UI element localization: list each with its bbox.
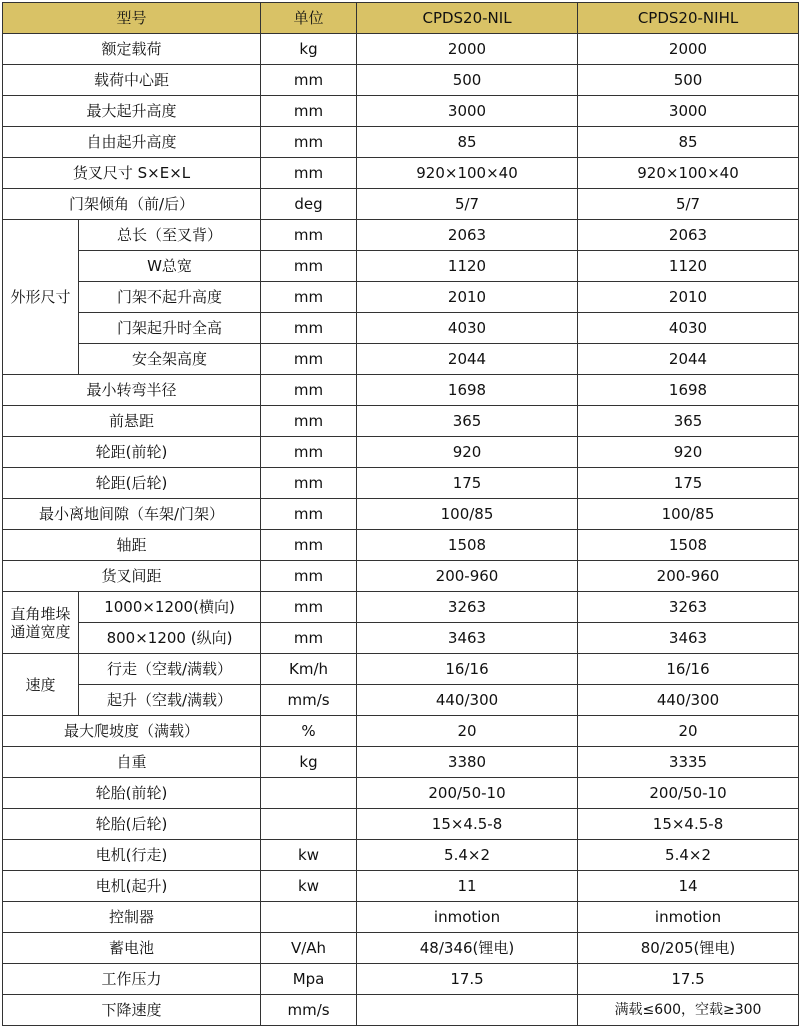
row-value-nil: 3380: [357, 747, 578, 778]
row-label: 轮距(前轮): [3, 437, 261, 468]
row-label: 总长（至叉背）: [79, 220, 261, 251]
row-value-nihl: 3263: [578, 592, 799, 623]
row-unit: mm: [261, 220, 357, 251]
header-row: [3, 3, 799, 34]
table-row: [3, 809, 799, 840]
row-unit: mm: [261, 406, 357, 437]
row-value-nil: 200/50-10: [357, 778, 578, 809]
row-value-nil: 17.5: [357, 964, 578, 995]
header-model-nil: CPDS20-NIL: [357, 3, 578, 34]
header-model-nihl: CPDS20-NIHL: [578, 3, 799, 34]
table-row: [3, 840, 799, 871]
row-label: 行走（空载/满载）: [79, 654, 261, 685]
table-row: [3, 933, 799, 964]
row-value-nil: 16/16: [357, 654, 578, 685]
row-unit: kg: [261, 747, 357, 778]
group-label-aisle: [3, 592, 79, 654]
row-unit: mm: [261, 375, 357, 406]
group-label-aisle-line2: 通道宽度: [10, 622, 71, 641]
row-value-nil: 15×4.5-8: [357, 809, 578, 840]
row-unit: mm: [261, 561, 357, 592]
row-unit: [261, 902, 357, 933]
row-label: 800×1200 (纵向): [79, 623, 261, 654]
row-unit: mm: [261, 251, 357, 282]
row-value-nil: 365: [357, 406, 578, 437]
row-value-nil: 2063: [357, 220, 578, 251]
row-unit: V/Ah: [261, 933, 357, 964]
row-value-nihl: 1120: [578, 251, 799, 282]
row-unit: mm: [261, 468, 357, 499]
table-row: [3, 623, 799, 654]
row-value-nihl: 5.4×2: [578, 840, 799, 871]
table-row: [3, 406, 799, 437]
table-row: [3, 716, 799, 747]
table-row: [3, 468, 799, 499]
row-unit: [261, 778, 357, 809]
row-label: 货叉尺寸 S×E×L: [3, 158, 261, 189]
row-value-nihl: 14: [578, 871, 799, 902]
row-unit: mm: [261, 592, 357, 623]
table-row: [3, 747, 799, 778]
row-value-nil: 2010: [357, 282, 578, 313]
row-value-nihl: 500: [578, 65, 799, 96]
table-row: [3, 685, 799, 716]
row-label: 轮距(后轮): [3, 468, 261, 499]
row-value-nil: 85: [357, 127, 578, 158]
row-label: 蓄电池: [3, 933, 261, 964]
row-unit: mm: [261, 127, 357, 158]
row-unit: mm/s: [261, 685, 357, 716]
row-label: 控制器: [3, 902, 261, 933]
row-label: 货叉间距: [3, 561, 261, 592]
row-value-nihl: 365: [578, 406, 799, 437]
row-value-nil: 175: [357, 468, 578, 499]
row-label: 最小离地间隙（车架/门架）: [3, 499, 261, 530]
row-label: 前悬距: [3, 406, 261, 437]
row-value-nil: 48/346(锂电): [357, 933, 578, 964]
table-row: [3, 344, 799, 375]
row-unit: mm: [261, 530, 357, 561]
row-value-nil: 920×100×40: [357, 158, 578, 189]
row-value-nil: 4030: [357, 313, 578, 344]
row-value-nihl: 175: [578, 468, 799, 499]
table-row: [3, 902, 799, 933]
table-row: [3, 499, 799, 530]
table-row: [3, 778, 799, 809]
row-value-nil: 500: [357, 65, 578, 96]
row-value-nil: 1120: [357, 251, 578, 282]
row-unit: mm: [261, 65, 357, 96]
row-unit: mm: [261, 282, 357, 313]
row-value-nihl: 200-960: [578, 561, 799, 592]
row-value-nihl: 85: [578, 127, 799, 158]
group-label-dimensions: 外形尺寸: [3, 220, 79, 375]
row-unit: %: [261, 716, 357, 747]
row-label: W总宽: [79, 251, 261, 282]
row-label: 1000×1200(横向): [79, 592, 261, 623]
table-row: [3, 437, 799, 468]
row-value-nihl: 5/7: [578, 189, 799, 220]
row-unit: [261, 809, 357, 840]
table-row: [3, 561, 799, 592]
row-value-nihl: 4030: [578, 313, 799, 344]
group-label-aisle-line1: 直角堆垛: [10, 604, 71, 623]
row-value-nil: 3000: [357, 96, 578, 127]
row-label: 轮胎(后轮): [3, 809, 261, 840]
row-value-nil: 200-960: [357, 561, 578, 592]
row-label: 轮胎(前轮): [3, 778, 261, 809]
row-unit: mm: [261, 96, 357, 127]
row-value-nil: [357, 995, 578, 1026]
row-unit: mm: [261, 437, 357, 468]
row-value-nihl: 2044: [578, 344, 799, 375]
table-row: [3, 654, 799, 685]
spec-table: [2, 2, 799, 1026]
row-label: 下降速度: [3, 995, 261, 1026]
row-value-nil: 3263: [357, 592, 578, 623]
row-value-nihl: 2000: [578, 34, 799, 65]
row-value-nihl: 20: [578, 716, 799, 747]
row-value-nihl: 2010: [578, 282, 799, 313]
row-value-nihl: 440/300: [578, 685, 799, 716]
table-row: [3, 127, 799, 158]
row-label: 轴距: [3, 530, 261, 561]
row-value-nihl: 1698: [578, 375, 799, 406]
table-row: [3, 592, 799, 623]
row-value-nihl: 3000: [578, 96, 799, 127]
group-label-speed: 速度: [3, 654, 79, 716]
row-label: 电机(行走): [3, 840, 261, 871]
row-value-nihl: 100/85: [578, 499, 799, 530]
table-row: [3, 871, 799, 902]
table-row: [3, 313, 799, 344]
row-value-nil: 5.4×2: [357, 840, 578, 871]
row-label: 门架起升时全高: [79, 313, 261, 344]
table-row: [3, 282, 799, 313]
row-label: 工作压力: [3, 964, 261, 995]
table-row: [3, 964, 799, 995]
row-label: 最小转弯半径: [3, 375, 261, 406]
row-label: 载荷中心距: [3, 65, 261, 96]
table-row: [3, 375, 799, 406]
row-unit: mm: [261, 623, 357, 654]
row-value-nil: 440/300: [357, 685, 578, 716]
row-value-nil: 2000: [357, 34, 578, 65]
row-value-nil: 2044: [357, 344, 578, 375]
table-row: [3, 530, 799, 561]
row-unit: mm: [261, 313, 357, 344]
row-value-nil: 1508: [357, 530, 578, 561]
row-label: 起升（空载/满载）: [79, 685, 261, 716]
table-row: [3, 65, 799, 96]
row-value-nihl: 满载≤600，空载≥300: [578, 995, 799, 1026]
row-value-nil: inmotion: [357, 902, 578, 933]
row-unit: deg: [261, 189, 357, 220]
table-row: [3, 34, 799, 65]
row-label: 最大起升高度: [3, 96, 261, 127]
row-value-nil: 3463: [357, 623, 578, 654]
row-value-nil: 1698: [357, 375, 578, 406]
table-row: [3, 220, 799, 251]
row-unit: mm/s: [261, 995, 357, 1026]
row-unit: kw: [261, 871, 357, 902]
table-row: [3, 158, 799, 189]
table-row: [3, 995, 799, 1026]
row-value-nihl: 15×4.5-8: [578, 809, 799, 840]
row-value-nihl: 3463: [578, 623, 799, 654]
row-value-nihl: 3335: [578, 747, 799, 778]
row-unit: mm: [261, 499, 357, 530]
row-label: 电机(起升): [3, 871, 261, 902]
row-value-nihl: 2063: [578, 220, 799, 251]
row-value-nihl: inmotion: [578, 902, 799, 933]
table-row: [3, 96, 799, 127]
row-label: 安全架高度: [79, 344, 261, 375]
table-row: [3, 251, 799, 282]
row-unit: kw: [261, 840, 357, 871]
header-unit: 单位: [261, 3, 357, 34]
row-value-nihl: 17.5: [578, 964, 799, 995]
row-value-nihl: 920×100×40: [578, 158, 799, 189]
row-label: 额定载荷: [3, 34, 261, 65]
row-label: 最大爬坡度（满载）: [3, 716, 261, 747]
row-value-nihl: 16/16: [578, 654, 799, 685]
row-value-nil: 5/7: [357, 189, 578, 220]
row-unit: Km/h: [261, 654, 357, 685]
row-value-nihl: 80/205(锂电): [578, 933, 799, 964]
header-model: 型号: [3, 3, 261, 34]
row-unit: mm: [261, 344, 357, 375]
row-unit: Mpa: [261, 964, 357, 995]
table-row: [3, 189, 799, 220]
row-label: 门架不起升高度: [79, 282, 261, 313]
row-value-nihl: 200/50-10: [578, 778, 799, 809]
row-label: 自重: [3, 747, 261, 778]
row-label: 自由起升高度: [3, 127, 261, 158]
row-value-nil: 11: [357, 871, 578, 902]
row-unit: kg: [261, 34, 357, 65]
row-unit: mm: [261, 158, 357, 189]
row-value-nihl: 920: [578, 437, 799, 468]
row-value-nil: 20: [357, 716, 578, 747]
row-label: 门架倾角（前/后）: [3, 189, 261, 220]
row-value-nihl: 1508: [578, 530, 799, 561]
row-value-nil: 920: [357, 437, 578, 468]
row-value-nil: 100/85: [357, 499, 578, 530]
